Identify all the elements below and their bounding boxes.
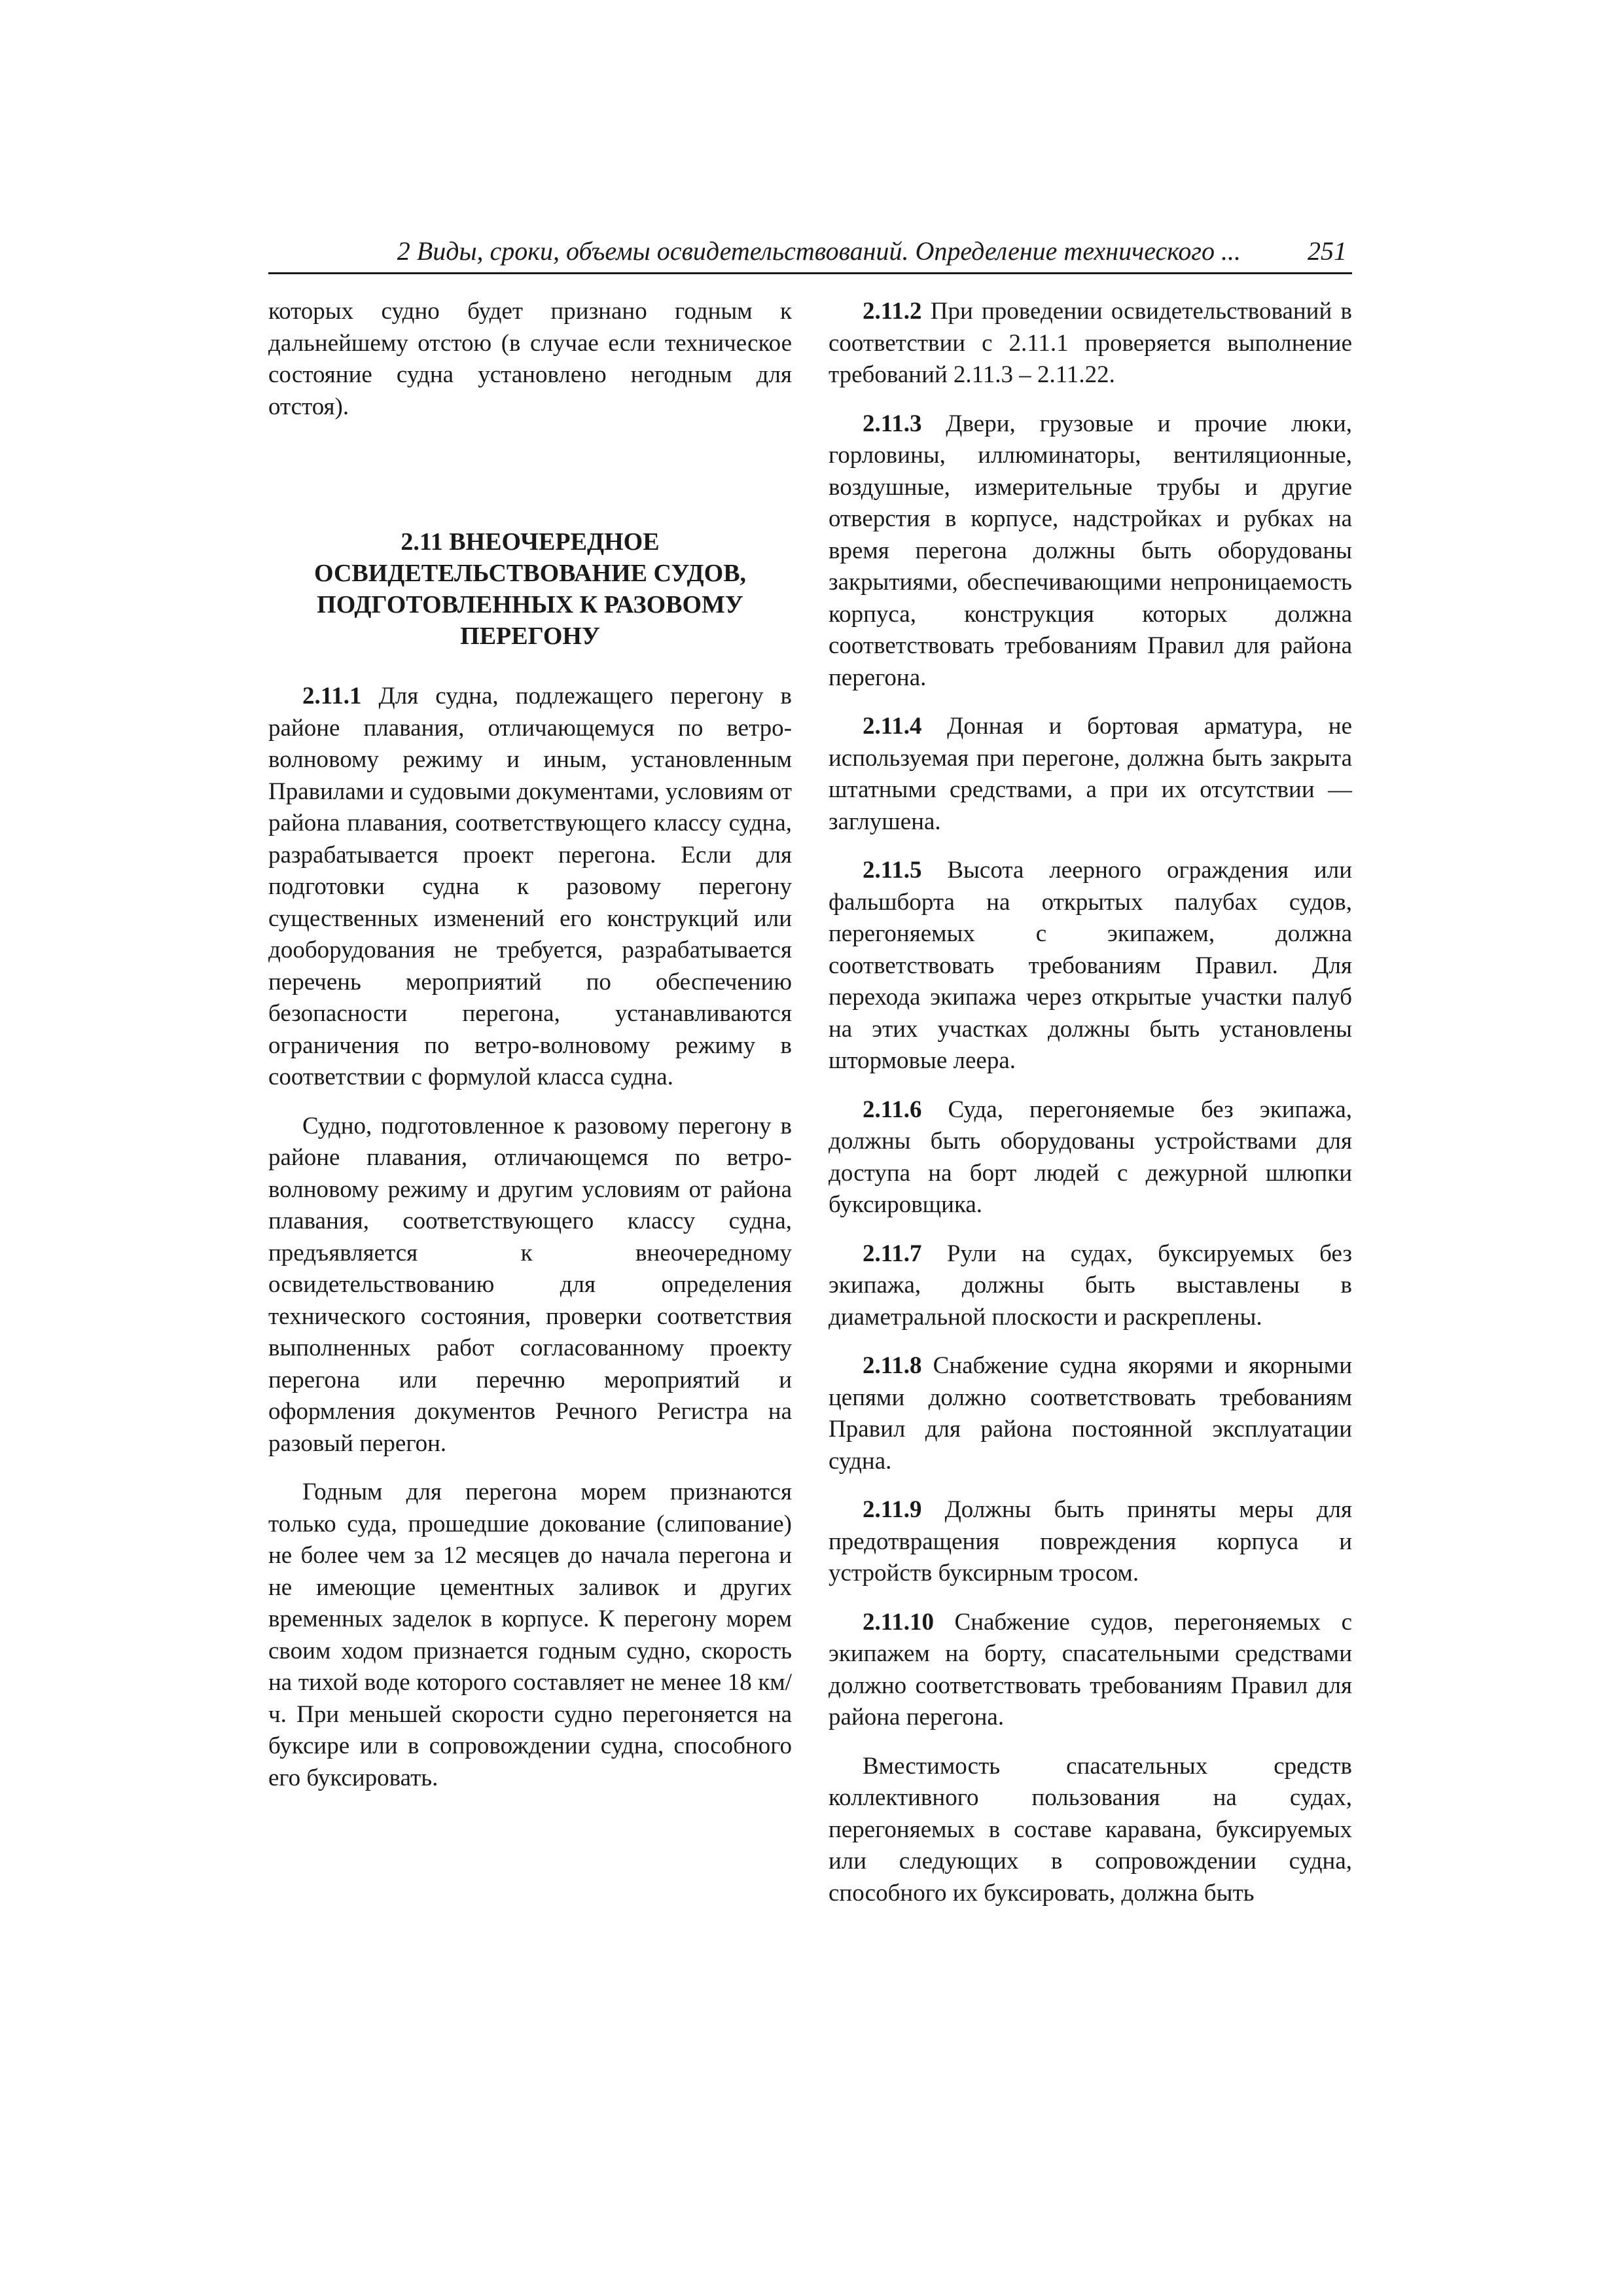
paragraph-number: 2.11.4 <box>863 713 922 740</box>
paragraph-text: Рули на судах, буксируемых без экипажа, должны быть выставлены в диаметральной плоскости и раскреплены. <box>829 1240 1352 1331</box>
paragraph-2-11-4 <box>829 711 1352 838</box>
paragraph-number: 2.11.6 <box>863 1096 922 1123</box>
paragraph-2-11-9 <box>829 1494 1352 1590</box>
paragraph-text: Донная и бортовая арматура, не используемая при перегоне, должна быть закрыта штатными средствами, а при их отсутствии — заглушена. <box>829 713 1352 835</box>
paragraph-2-11-2 <box>829 296 1352 391</box>
paragraph-text: Высота леерного ограждения или фальшборта на открытых палубах судов, перегоняемых с экипажем, должна соответствовать требованиям Правил. Для перехода экипажа через открытые участки палуб на этих участках должны быть установлены штормовые леера. <box>829 857 1352 1074</box>
header-title: 2 Виды, сроки, объемы освидетельствований. Определение технического ... <box>397 236 1241 266</box>
paragraph-2-11-6 <box>829 1094 1352 1221</box>
paragraph-2-11-8 <box>829 1350 1352 1477</box>
running-header <box>268 230 1352 274</box>
paragraph-text: Снабжение судов, перегоняемых с экипажем на борту, спасательными средствами должно соответствовать требованиям Правил для района перегона. <box>829 1608 1352 1731</box>
paragraph-2-11-3 <box>829 408 1352 694</box>
paragraph-number: 2.11.5 <box>863 857 922 884</box>
paragraph-number: 2.11.2 <box>863 298 922 325</box>
paragraph-2-11-1 <box>268 681 792 1094</box>
paragraph-number: 2.11.1 <box>302 683 362 709</box>
paragraph-number: 2.11.10 <box>863 1608 934 1636</box>
paragraph-text: Суда, перегоняемые без экипажа, должны быть оборудованы устройствами для доступа на борт людей с дежурной шлюпки буксировщика. <box>829 1096 1352 1218</box>
paragraph-number: 2.11.8 <box>863 1352 922 1379</box>
paragraph-2-11-10 <box>829 1607 1352 1734</box>
paragraph-2-11-5 <box>829 855 1352 1077</box>
paragraph-2-11-1-cont-2 <box>268 1477 792 1794</box>
page-number: 251 <box>1308 236 1347 266</box>
paragraph-text: Должны быть приняты меры для предотвращения повреждения корпуса и устройств буксирным тросом. <box>829 1496 1353 1587</box>
paragraph-text: Двери, грузовые и прочие люки, горловины, иллюминаторы, вентиляционные, воздушные, измерительные трубы и другие отверстия в корпусе, надстройках и рубках на время перегона должны быть оборудованы закрытиями, обеспечивающими непроницаемость корпуса, конструкция которых должна соответствовать требованиям Правил для района перегона. <box>829 410 1352 691</box>
paragraph-2-11-1-cont-1 <box>268 1111 792 1460</box>
paragraph-text: Для судна, подлежащего перегону в районе плавания, отличающемуся по ветро-волновому режиму и иным, установленным Правилами и судовыми документами, условиям от района плавания, соответствующего классу судна, разрабатывается проект перегона. Если для подготовки судна к разовому перегону существенных изменений его конструкций или дооборудования не требуется, разрабатывается перечень мероприятий по обеспечению безопасности перегона, устанавливаются ограничения по ветро-волновому режиму в соответствии с формулой класса судна. <box>268 683 792 1090</box>
paragraph-text: При проведении освидетельствований в соответствии с 2.11.1 проверяется выполнение требований 2.11.3 – 2.11.22. <box>829 298 1352 388</box>
paragraph-text: Вместимость спасательных средств коллективного пользования на судах, перегоняемых в составе каравана, буксируемых или следующих в сопровождении судна, способного их буксировать, должна быть <box>829 1752 1352 1907</box>
section-heading: 2.11 ВНЕОЧЕРЕДНОЕ ОСВИДЕТЕЛЬСТВОВАНИЕ СУДОВ, ПОДГОТОВЛЕННЫХ К РАЗОВОМУ ПЕРЕГОНУ <box>313 528 747 650</box>
paragraph-number: 2.11.9 <box>863 1496 922 1523</box>
continuation-paragraph: которых судно будет признано годным к дальнейшему отстою (в случае если техническое состояние судна установлено негодным для отстоя). <box>268 298 792 420</box>
paragraph-text: Годным для перегона морем признаются только суда, прошедшие докование (слипование) не более чем за 12 месяцев до начала перегона и не имеющие цементных заливок и других временных заделок в корпусе. К перегону морем своим ходом признается годным судно, скорость на тихой воде которого составляет не менее 18 км/ч. При меньшей скорости судно перегоняется на буксире или в сопровождении судна, способного его буксировать. <box>268 1479 792 1791</box>
paragraph-2-11-10-cont <box>829 1751 1352 1910</box>
paragraph-number: 2.11.3 <box>863 410 922 437</box>
paragraph-text: Снабжение судна якорями и якорными цепями должно соответствовать требованиям Правил для района постоянной эксплуатации судна. <box>829 1352 1353 1475</box>
paragraph-text: Судно, подготовленное к разовому перегону в районе плавания, отличающемся по ветро-волновому режиму и другим условиям от района плавания, соответствующего классу судна, предъявляется к внеочередному освидетельствованию для определения технического состояния, проверки соответствия выполненных работ согласованному проекту перегона или перечню мероприятий и оформления документов Речного Регистра на разовый перегон. <box>268 1112 792 1457</box>
left-column <box>268 296 792 1811</box>
paragraph-2-11-7 <box>829 1238 1352 1334</box>
right-column <box>829 296 1352 1926</box>
paragraph-number: 2.11.7 <box>863 1240 922 1267</box>
